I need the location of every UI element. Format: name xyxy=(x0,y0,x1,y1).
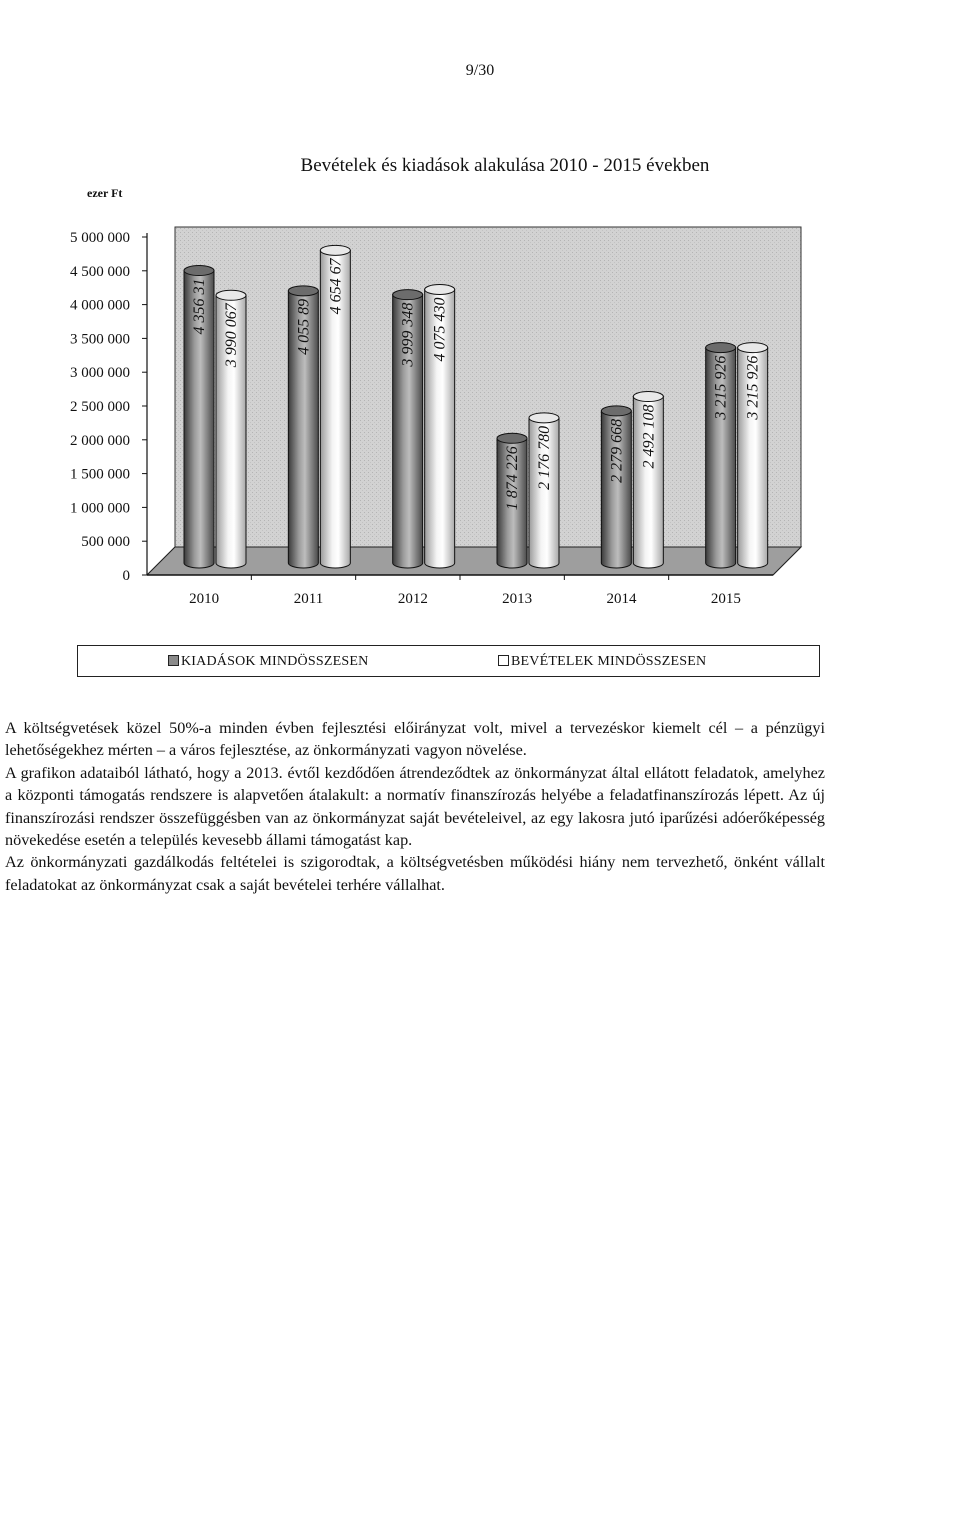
bar-top xyxy=(216,290,246,300)
y-tick-label: 2 500 000 xyxy=(70,399,130,415)
y-tick-label: 0 xyxy=(122,568,130,584)
unit-label: ezer Ft xyxy=(87,186,123,200)
bar-value-label: 4 654 67 xyxy=(327,258,345,315)
bar-top xyxy=(425,285,455,295)
y-tick-label: 2 000 000 xyxy=(70,432,130,449)
bar-value-label: 4 356 31 xyxy=(191,278,208,335)
bar xyxy=(288,286,318,568)
chart-title: Bevételek és kiadások alakulása 2010 - 2015 években xyxy=(300,155,710,176)
bar-value-label: 4 055 89 xyxy=(295,298,313,355)
y-tick-label: 4 000 000 xyxy=(70,297,130,314)
y-tick-label: 5 000 000 xyxy=(70,230,130,246)
bar xyxy=(425,285,455,568)
body-text xyxy=(5,717,825,896)
legend-label-revenues: BEVÉTELEK MINDÖSSZESEN xyxy=(511,654,707,669)
bar xyxy=(320,245,350,568)
bar-value-label: 2 176 780 xyxy=(536,425,553,490)
bar xyxy=(706,343,736,568)
legend-swatch-expenses xyxy=(168,655,179,666)
y-tick-label: 1 000 000 xyxy=(70,500,130,517)
x-tick-label: 2011 xyxy=(293,591,324,607)
y-tick-label: 4 500 000 xyxy=(70,263,130,280)
bar xyxy=(216,290,246,568)
y-tick-label: 3 500 000 xyxy=(70,331,130,348)
bar-top xyxy=(320,245,350,255)
bar-top xyxy=(184,266,214,276)
y-tick-label: 500 000 xyxy=(81,534,130,551)
bar-value-label: 3 215 926 xyxy=(712,355,730,420)
bar-top xyxy=(738,343,768,353)
bar-top xyxy=(288,286,318,296)
paragraph: Az önkormányzati gazdálkodás feltételei is szigorodtak, a költségvetésben működési hiány nem tervezhető, önként vállalt feladatokat az önkormányzat csak a saját bevételei terhére vállalhat. xyxy=(5,853,825,894)
x-tick-label: 2014 xyxy=(606,591,637,607)
legend-swatch-revenues xyxy=(498,655,509,666)
bar-top xyxy=(633,392,663,402)
bar-top xyxy=(529,413,559,423)
paragraph: A grafikon adataiból látható, hogy a 2013. évtől kezdődően átrendeződtek az önkormányzat által ellátott feladatok, amelyhez a központi támogatás rendszere is alapvetően átalakult: a normatív finanszírozás helyébe a feladatfinanszírozás lépett. Az új finanszírozási rendszer összefüggésben van az önkormányzat saját bevételeivel, az egy lakosra jutó iparűzési adóerőképesség növekedése esetén a település kevesebb állami támogatást kap. xyxy=(5,763,825,850)
bar-value-label: 3 999 348 xyxy=(399,302,417,367)
bar xyxy=(529,413,559,568)
y-axis xyxy=(70,230,147,584)
legend-item-expenses xyxy=(168,654,368,670)
bar xyxy=(633,392,663,568)
page-number: 9/30 xyxy=(465,62,495,79)
x-tick-label: 2013 xyxy=(502,591,533,607)
bar-chart xyxy=(0,200,960,620)
bar xyxy=(184,266,214,568)
bar-top xyxy=(393,290,423,300)
bar xyxy=(393,290,423,568)
bar-value-label: 3 215 926 xyxy=(744,355,762,420)
y-tick-label: 3 000 000 xyxy=(70,365,130,382)
bar-value-label: 3 990 067 xyxy=(223,303,240,368)
x-tick-label: 2015 xyxy=(710,591,741,607)
bar-value-label: 4 075 430 xyxy=(431,297,449,362)
x-tick-label: 2010 xyxy=(189,591,220,607)
bar xyxy=(497,433,527,568)
bar xyxy=(601,406,631,568)
bar xyxy=(738,343,768,568)
x-tick-label: 2012 xyxy=(397,591,428,607)
bar-top xyxy=(497,433,527,443)
legend-label-expenses: KIADÁSOK MINDÖSSZESEN xyxy=(181,654,369,669)
paragraph: A költségvetések közel 50%-a minden évben fejlesztési előirányzat volt, mivel a tervezéskor kiemelt cél – a pénzügyi lehetőségekhez mérten – a város fejlesztése, az önkormányzati vagyon növelése. xyxy=(5,719,825,760)
bar-value-label: 2 279 668 xyxy=(608,418,626,483)
y-tick-label: 1 500 000 xyxy=(70,466,130,483)
bar-value-label: 2 492 108 xyxy=(640,404,658,469)
legend xyxy=(77,645,820,677)
bar-value-label: 1 874 226 xyxy=(504,446,521,511)
x-axis xyxy=(189,575,741,607)
bar-top xyxy=(601,406,631,416)
legend-item-revenues xyxy=(498,654,706,670)
bar-top xyxy=(706,343,736,353)
